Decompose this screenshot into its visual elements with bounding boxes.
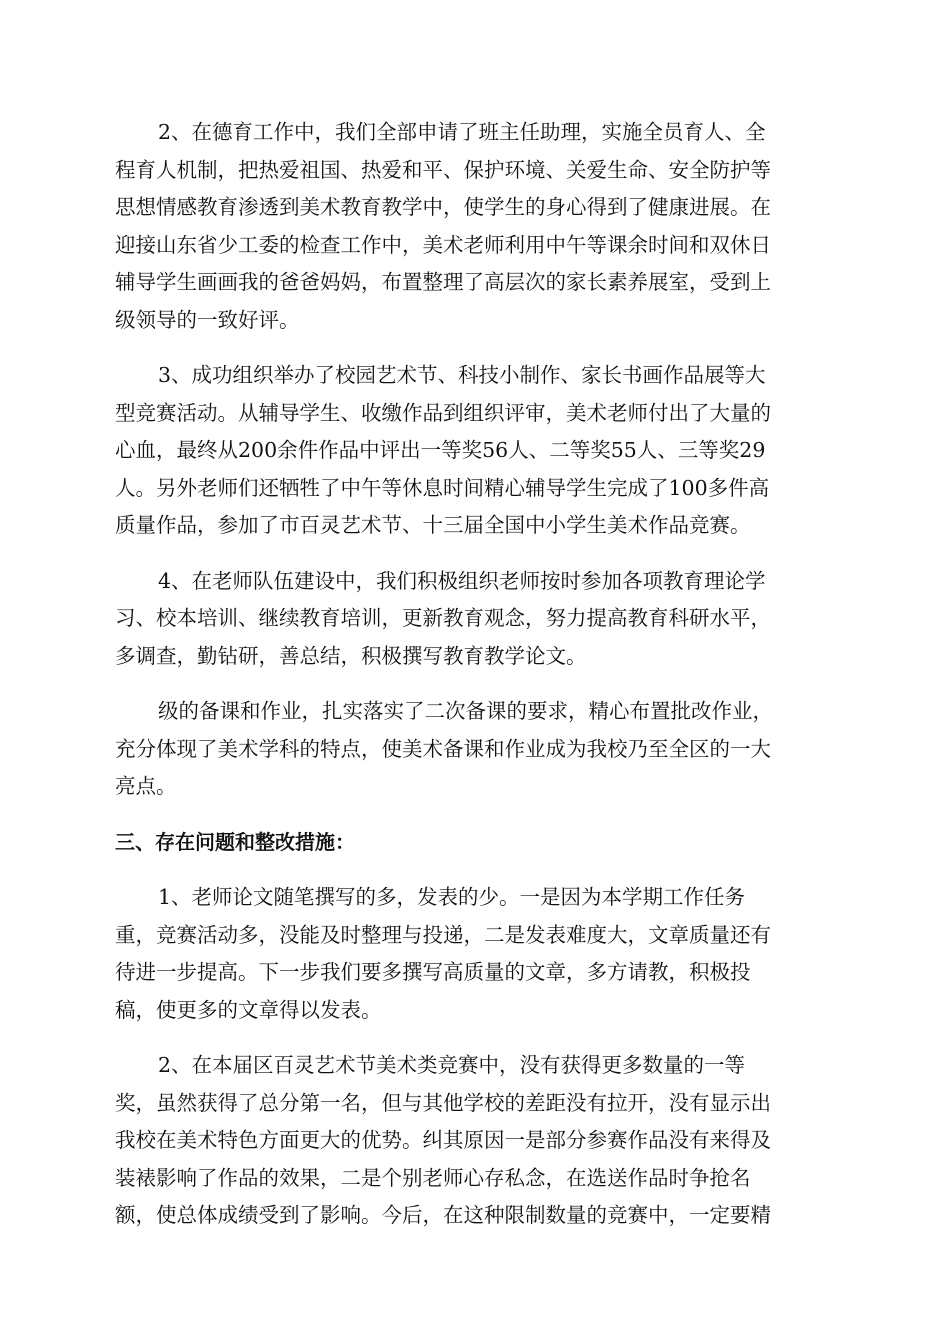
- text-line: 2、在本届区百灵艺术节美术类竞赛中，没有获得更多数量的一等: [158, 1053, 746, 1077]
- text-line: 3、成功组织举办了校园艺术节、科技小制作、家长书画作品展等大: [158, 363, 766, 387]
- text-line: 质量作品，参加了市百灵艺术节、十三届全国中小学生美术作品竞赛。: [115, 513, 751, 537]
- text-line: 4、在老师队伍建设中，我们积极组织老师按时参加各项教育理论学: [158, 569, 766, 593]
- text-line: 心血，最终从200余件作品中评出一等奖56人、二等奖55人、三等奖29: [115, 438, 766, 462]
- text-line: 装裱影响了作品的效果，二是个别老师心存私念，在选送作品时争抢名: [115, 1166, 751, 1190]
- section-heading: 三、存在问题和整改措施：: [115, 830, 355, 854]
- text-line: 亮点。: [115, 774, 177, 798]
- text-line: 程育人机制，把热爱祖国、热爱和平、保护环境、关爱生命、安全防护等: [115, 158, 771, 182]
- text-line: 迎接山东省少工委的检查工作中，美术老师利用中午等课余时间和双休日: [115, 233, 771, 257]
- text-line: 2、在德育工作中，我们全部申请了班主任助理，实施全员育人、全: [158, 120, 766, 144]
- text-line: 辅导学生画画我的爸爸妈妈，布置整理了高层次的家长素养展室，受到上: [115, 270, 771, 294]
- text-line: 1、老师论文随笔撰写的多，发表的少。一是因为本学期工作任务: [158, 885, 746, 909]
- text-line: 思想情感教育渗透到美术教育教学中，使学生的身心得到了健康进展。在: [115, 195, 771, 219]
- text-line: 待进一步提高。下一步我们要多撰写高质量的文章，多方请教，积极投: [115, 960, 751, 984]
- text-line: 级领导的一致好评。: [115, 308, 300, 332]
- text-line: 稿，使更多的文章得以发表。: [115, 998, 382, 1022]
- text-line: 级的备课和作业，扎实落实了二次备课的要求，精心布置批改作业，: [158, 699, 773, 723]
- text-line: 充分体现了美术学科的特点，使美术备课和作业成为我校乃至全区的一大: [115, 737, 771, 761]
- text-line: 人。另外老师们还牺牲了中午等休息时间精心辅导学生完成了100多件高: [115, 476, 770, 500]
- text-line: 额，使总体成绩受到了影响。今后，在这种限制数量的竞赛中，一定要精: [115, 1203, 771, 1227]
- text-line: 习、校本培训、继续教育培训，更新教育观念，努力提高教育科研水平，: [115, 606, 771, 630]
- text-line: 奖，虽然获得了总分第一名，但与其他学校的差距没有拉开，没有显示出: [115, 1091, 771, 1115]
- text-line: 重，竞赛活动多，没能及时整理与投递，二是发表难度大，文章质量还有: [115, 923, 771, 947]
- text-line: 我校在美术特色方面更大的优势。纠其原因一是部分参赛作品没有来得及: [115, 1128, 771, 1152]
- text-line: 型竞赛活动。从辅导学生、收缴作品到组织评审，美术老师付出了大量的: [115, 401, 771, 425]
- text-line: 多调查，勤钻研，善总结，积极撰写教育教学论文。: [115, 644, 587, 668]
